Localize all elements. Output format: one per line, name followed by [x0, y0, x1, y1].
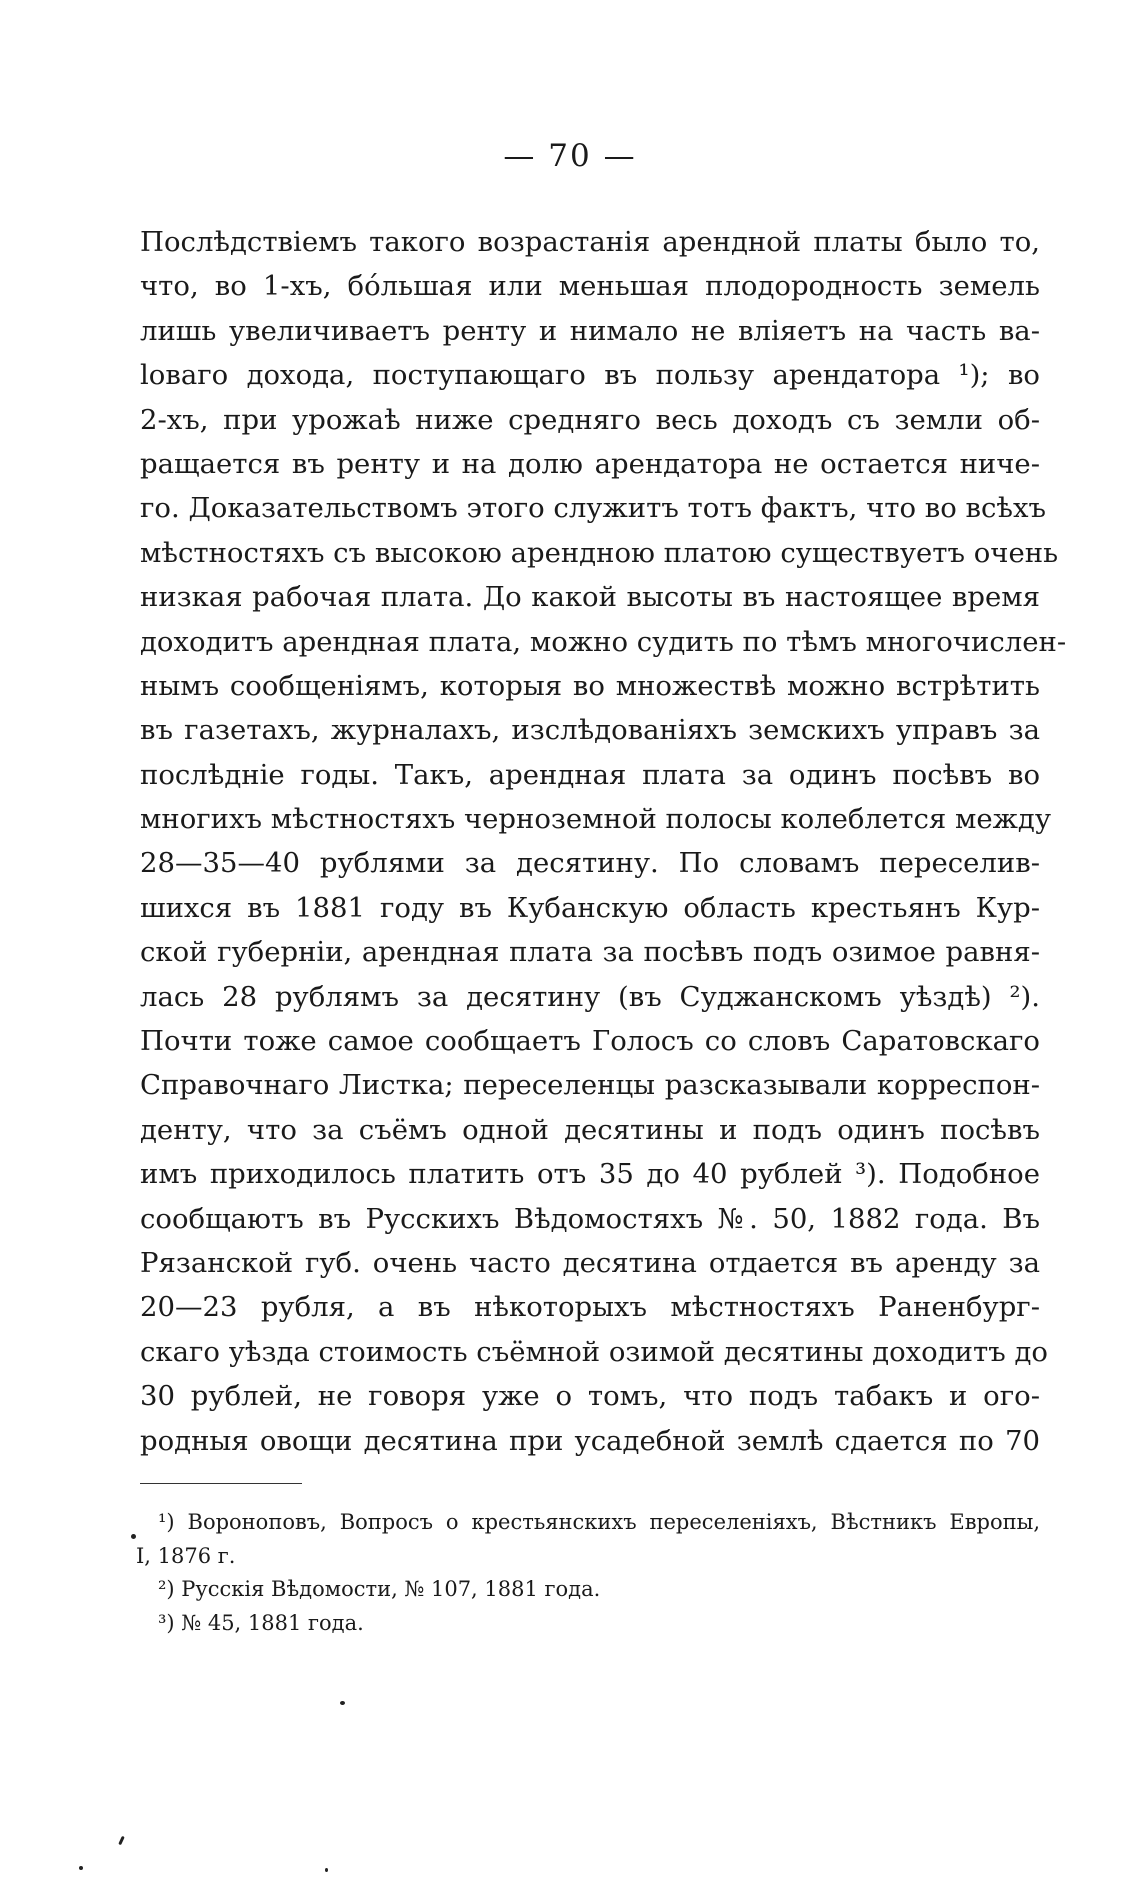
text-line: что, во 1-хъ, бо́льшая или меньшая плодородность земель — [140, 270, 1040, 303]
text-line: многихъ мѣстностяхъ черноземной полосы колеблется между — [140, 803, 1052, 836]
text-line: сообщаютъ въ Русскихъ Вѣдомостяхъ №. 50, 1882 года. Въ — [140, 1202, 1040, 1235]
footnote-1-continuation: I, 1876 г. — [136, 1543, 236, 1568]
text-line: мѣстностяхъ съ высокою арендною платою существуетъ очень — [140, 536, 1059, 569]
scan-speck — [79, 1866, 83, 1870]
footnote-rule — [140, 1483, 302, 1484]
text-line: го. Доказательствомъ этого служитъ тотъ фактъ, что во всѣхъ — [140, 492, 1047, 525]
text-line: 28—35—40 рублями за десятину. По словамъ переселив- — [140, 847, 1040, 880]
text-line: Рязанской губ. очень часто десятина отдается въ аренду за — [140, 1246, 1040, 1279]
footnote-3: ³) № 45, 1881 года. — [158, 1610, 364, 1635]
text-line: Послѣдствіемъ такого возрастанія арендной платы было то, — [140, 226, 1040, 258]
text-line: лась 28 рублямъ за десятину (въ Суджанскомъ уѣздѣ) ²). — [140, 980, 1040, 1013]
main-text — [140, 220, 1067, 1463]
text-line: денту, что за съёмъ одной десятины и подъ одинъ посѣвъ — [140, 1113, 1040, 1146]
text-line: доходитъ арендная плата, можно судить по тѣмъ многочислен- — [140, 625, 1067, 658]
text-line: ращается въ ренту и на долю арендатора не остается ниче- — [140, 447, 1040, 480]
footnote-1: ¹) Вороноповъ, Вопросъ о крестьянскихъ переселеніяхъ, Вѣстникъ Европы, — [158, 1510, 1040, 1534]
text-line: loваго дохода, поступающаго въ пользу арендатора ¹); во — [140, 359, 1040, 392]
text-line: скаго уѣзда стоимость съёмной озимой десятины доходитъ до — [140, 1335, 1048, 1368]
text-line: въ газетахъ, журналахъ, изслѣдованіяхъ земскихъ управъ за — [140, 714, 1040, 747]
scan-speck — [340, 1701, 345, 1705]
text-line: 30 рублей, не говоря уже о томъ, что подъ табакъ и ого- — [140, 1380, 1040, 1413]
text-line: ской губерніи, арендная плата за посѣвъ подъ озимое равня- — [140, 936, 1040, 969]
scan-speck — [131, 1534, 136, 1539]
text-line: послѣдніе годы. Такъ, арендная плата за одинъ посѣвъ во — [140, 758, 1040, 791]
scan-speck — [325, 1868, 328, 1872]
footnote-2: ²) Русскія Вѣдомости, № 107, 1881 года. — [158, 1577, 601, 1601]
footnotes — [136, 1506, 1040, 1640]
page-number: — 70 — — [503, 138, 637, 174]
text-line: 2-хъ, при урожаѣ ниже средняго весь доходъ съ земли об- — [140, 403, 1040, 436]
text-line: имъ приходилось платить отъ 35 до 40 рублей ³). Подобное — [140, 1158, 1040, 1191]
text-line: лишь увеличиваетъ ренту и нимало не вліяетъ на часть ва- — [140, 314, 1040, 347]
text-line: Справочнаго Листка; переселенцы разсказывали корреспон- — [140, 1069, 1040, 1102]
text-line: нымъ сообщеніямъ, которыя во множествѣ можно встрѣтить — [140, 669, 1040, 702]
scan-speck — [118, 1836, 125, 1845]
text-line: шихся въ 1881 году въ Кубанскую область крестьянъ Кур- — [140, 891, 1040, 924]
text-line: Почти тоже самое сообщаетъ Голосъ со словъ Саратовскаго — [140, 1025, 1040, 1058]
text-line: 20—23 рубля, а въ нѣкоторыхъ мѣстностяхъ Раненбург- — [140, 1291, 1040, 1324]
text-line: низкая рабочая плата. До какой высоты въ настоящее время — [140, 581, 1040, 614]
text-line: родныя овощи десятина при усадебной землѣ сдается по 70 — [140, 1424, 1040, 1457]
